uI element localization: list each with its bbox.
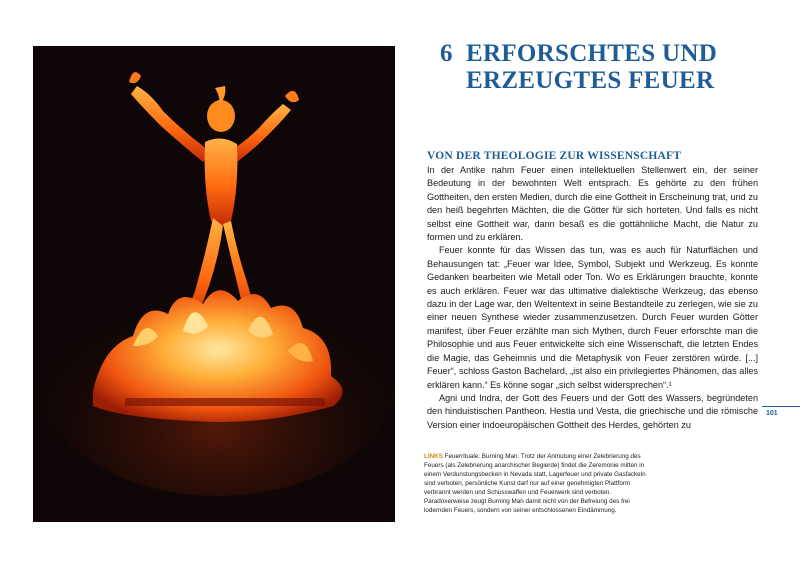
chapter-title [440,40,770,94]
burning-man-fire-illustration [33,46,395,522]
burning-man-photo [33,46,395,522]
paragraph-1: In der Antike nahm Feuer einen intellektuellen Stellenwert ein, der seiner Bedeutung in der bewohnten Welt entsprach. Es gehörte zu den frühen Gottheiten, den ersten Medien, durch die eine Gottheit in Erscheinung trat, und zu den heiß begehrten Mächten, die die Götter für sich horteten. Und falls es nicht selbst eine Gottheit war, dann besaß es die gottähnliche Macht, die Natur zu formen und zu erklären. [427,165,758,243]
page-number: 101 [766,410,778,417]
page-number-rule [762,406,800,407]
paragraph-2: Feuer konnte für das Wissen das tun, was es auch für Naturflächen und Behausungen tat: „Feuer war Idee, Symbol, Subjekt und Werkzeug. Es konnte Gedanken bearbeiten wie Metall oder Ton. Wo es Erklärungen brauchte, konnte es auch erklären. Feuer war das ultimative dialektische Werkzeug, das ebenso dazu in der Lage war, den Weltentext in seine Bestandteile zu zerlegen, wie sie zu einer neuen Synthese wieder zusammenzusetzen. Durch Feuer wurden Götter manifest, über Feuer erzählte man sich Mythen, durch Feuer erforschte man die Philosophie und aus Feuer entwickelte sich eine Wissenschaft, die letzten Endes die Magie, das Geheimnis und die Metaphysik von Feuer zerstören würde. [...] Feuer“, schloss Gaston Bachelard, „ist also ein privilegiertes Phänomen, das alles erklären kann.“ Es könne sogar „sich selbst widersprechen“.¹ [427,245,758,390]
caption-lead: LINKS [424,453,443,460]
photo-caption [424,452,652,515]
chapter-title-line2: ERZEUGTES FEUER [466,67,715,94]
paragraph-3: Agni und Indra, der Gott des Feuers und der Gott des Wassers, begründeten den hinduistischen Pantheon. Hestia und Vesta, die griechische und die römische Version einer indoeuropäischen Gottheit des Herdes, gehörten zu [427,392,758,430]
caption-text: Feuerrituale: Burning Man. Trotz der Anmutung einer Zelebrierung des Feuers (als Zelebrierung anarchischer Begierde) findet die Zeremonie mitten in einem Verdunstungsbecken in Nevada statt, Lagerfeuer und private Gasfackeln sind verboten, persönliche Kunst darf nur auf einer genehmigten Plattform verbrannt werden und Schusswaffen und Feuerwerk sind verboten. Paradoxerweise zeugt Burning Man damit nicht von der Befreiung des frei lodernden Feuers, sondern von seiner entschlossenen Eindämmung. [424,453,646,514]
section-heading: VON DER THEOLOGIE ZUR WISSENSCHAFT [427,150,682,162]
chapter-title-line1: ERFORSCHTES UND [466,40,718,67]
chapter-number: 6 [440,40,453,67]
body-text [427,164,758,432]
